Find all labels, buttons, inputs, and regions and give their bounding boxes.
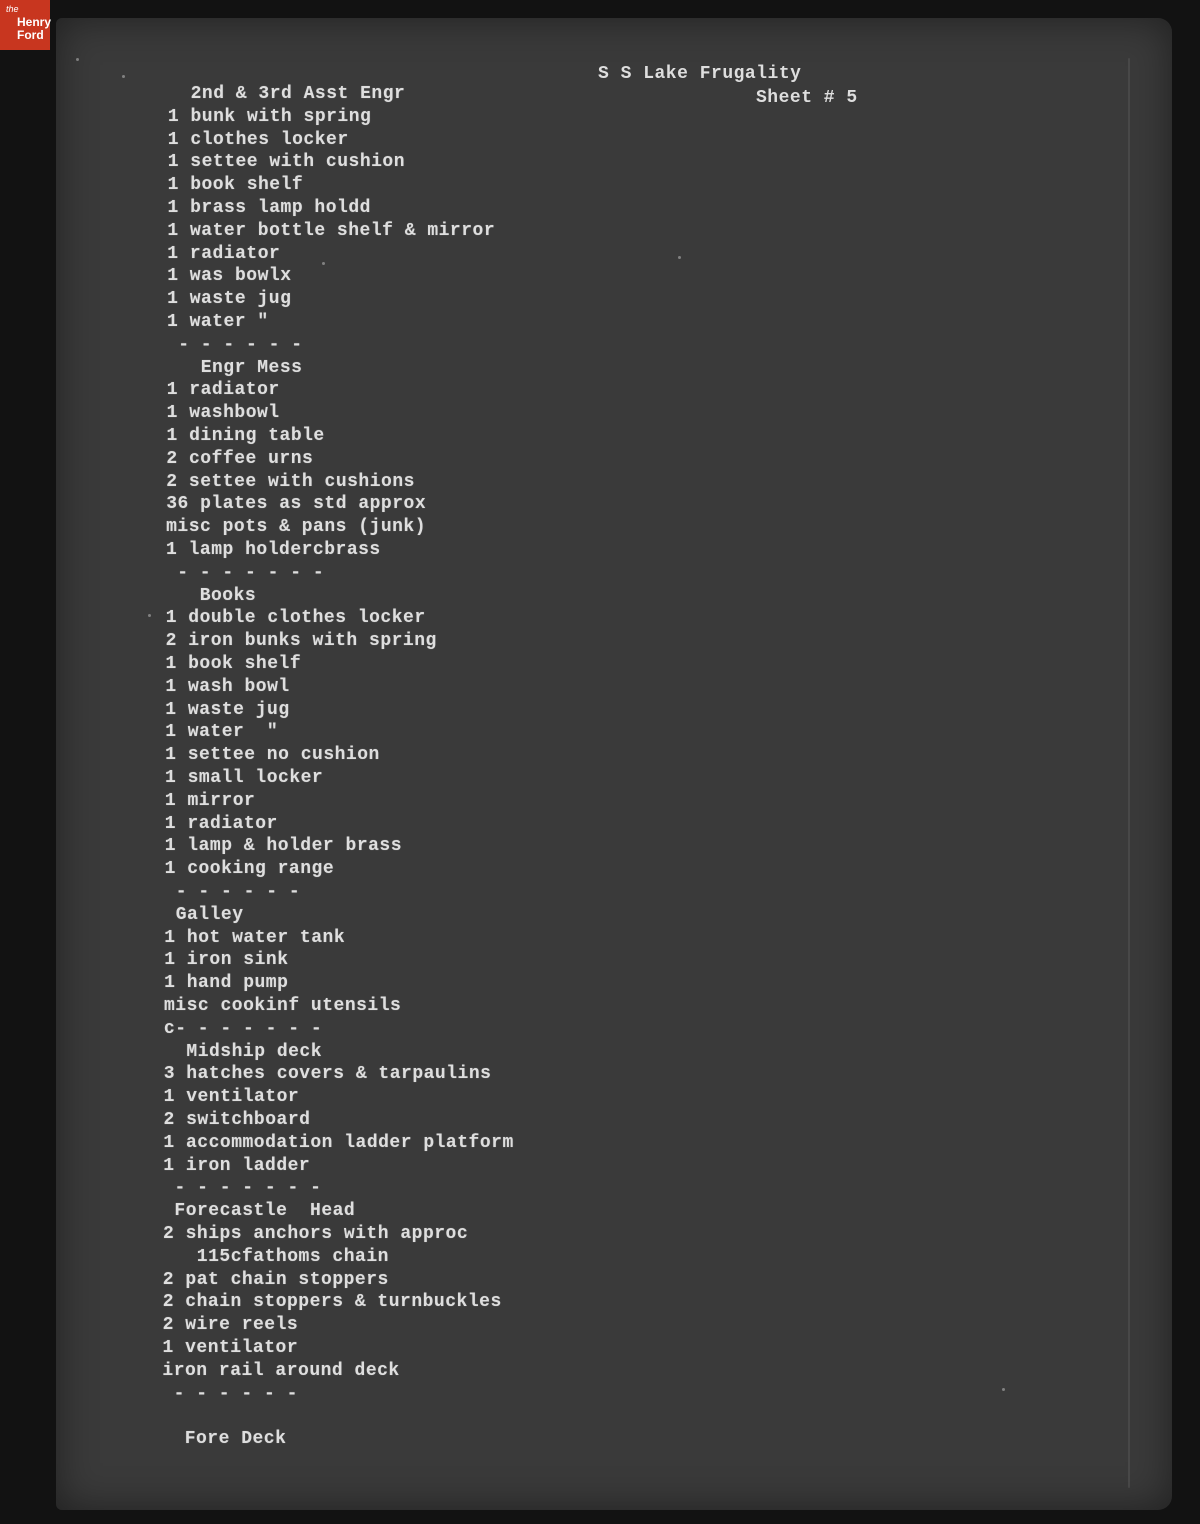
inventory-line: - - - - - - - (165, 562, 325, 583)
inventory-line: - - - - - - (162, 1383, 298, 1404)
inventory-line: Galley (164, 904, 244, 925)
inventory-line: 2 settee with cushions (166, 471, 415, 492)
inventory-line: 1 water bottle shelf & mirror (167, 220, 496, 241)
inventory-line: 1 waste jug (165, 699, 290, 720)
inventory-line: 1 settee with cushion (167, 152, 406, 173)
dust-speck (1002, 1388, 1005, 1391)
inventory-line: 1 brass lamp holdd (167, 198, 371, 218)
inventory-line: 1 hand pump (164, 973, 289, 994)
dust-speck (122, 75, 125, 78)
inventory-line: 1 radiator (164, 813, 278, 834)
inventory-line: 115cfathoms chain (162, 1246, 389, 1267)
inventory-line: 1 radiator (167, 243, 281, 264)
inventory-line: 1 waste jug (167, 289, 292, 310)
inventory-line: - - - - - - (164, 882, 301, 902)
inventory-line: 2 wire reels (162, 1315, 299, 1336)
inventory-line: 2 pat chain stoppers (162, 1269, 389, 1290)
inventory-line: 2 coffee urns (166, 448, 314, 469)
inventory-line: 1 water " (165, 722, 279, 743)
inventory-line: 2 chain stoppers & turnbuckles (162, 1292, 502, 1313)
inventory-line: 1 book shelf (167, 175, 304, 196)
inventory-line: 1 iron sink (164, 950, 289, 971)
inventory-line: Engr Mess (166, 357, 303, 378)
dust-speck (322, 262, 325, 265)
inventory-line: 1 mirror (164, 790, 256, 811)
inventory-line: 1 iron ladder (163, 1155, 311, 1176)
inventory-line: 2nd & 3rd Asst Engr (168, 84, 406, 104)
inventory-line: 2 switchboard (163, 1110, 311, 1130)
inventory-line: 36 plates as std approx (166, 494, 427, 515)
inventory-line: 1 lamp & holder brass (164, 836, 403, 857)
inventory-line: Fore Deck (162, 1429, 287, 1450)
inventory-line: Books (165, 585, 257, 606)
inventory-line: 1 radiator (166, 380, 280, 401)
inventory-line: 1 water " (167, 312, 269, 332)
inventory-line: 1 ventilator (163, 1087, 300, 1108)
inventory-line: 1 was bowlx (167, 266, 292, 287)
inventory-line: 1 ventilator (162, 1338, 299, 1358)
inventory-line: 1 wash bowl (165, 676, 290, 697)
inventory-line: 1 lamp holdercbrass (166, 540, 381, 560)
sheet-number: Sheet # 5 (756, 88, 858, 108)
inventory-line: misc cookinf utensils (164, 996, 402, 1016)
inventory-line: iron rail around deck (162, 1360, 400, 1381)
inventory-line: 1 hot water tank (164, 927, 346, 948)
sheet-edge (1128, 58, 1130, 1488)
inventory-line: 2 iron bunks with spring (165, 631, 437, 652)
inventory-line: - - - - - - - (163, 1178, 322, 1199)
henry-ford-logo (0, 0, 50, 50)
inventory-line: 1 double clothes locker (165, 608, 426, 629)
inventory-line: 1 settee no cushion (165, 745, 380, 766)
inventory-line: 1 dining table (166, 426, 325, 446)
inventory-line: 1 accommodation ladder platform (163, 1132, 514, 1153)
inventory-line: Midship deck (163, 1041, 323, 1062)
logo-henry: Henry (17, 15, 52, 29)
dust-speck (678, 256, 681, 259)
dust-speck (148, 614, 151, 617)
inventory-line: 1 small locker (165, 768, 324, 788)
inventory-line: c- - - - - - - (163, 1018, 323, 1039)
inventory-line: 1 bunk with spring (167, 106, 372, 127)
inventory-line: 1 washbowl (166, 403, 280, 424)
inventory-line: Forecastle Head (163, 1201, 356, 1222)
inventory-line: 3 hatches covers & tarpaulins (163, 1064, 492, 1085)
ship-name: S S Lake Frugality (598, 64, 802, 84)
logo-ford: Ford (17, 28, 44, 42)
inventory-line: 1 book shelf (165, 654, 302, 674)
dust-speck (76, 58, 79, 61)
logo-the: the (6, 4, 19, 14)
inventory-line: 1 cooking range (164, 859, 335, 880)
inventory-line: 2 ships anchors with approc (163, 1224, 469, 1244)
inventory-line: - - - - - - (166, 334, 303, 355)
inventory-line: misc pots & pans (junk) (166, 517, 427, 538)
inventory-line: 1 clothes locker (167, 129, 349, 150)
